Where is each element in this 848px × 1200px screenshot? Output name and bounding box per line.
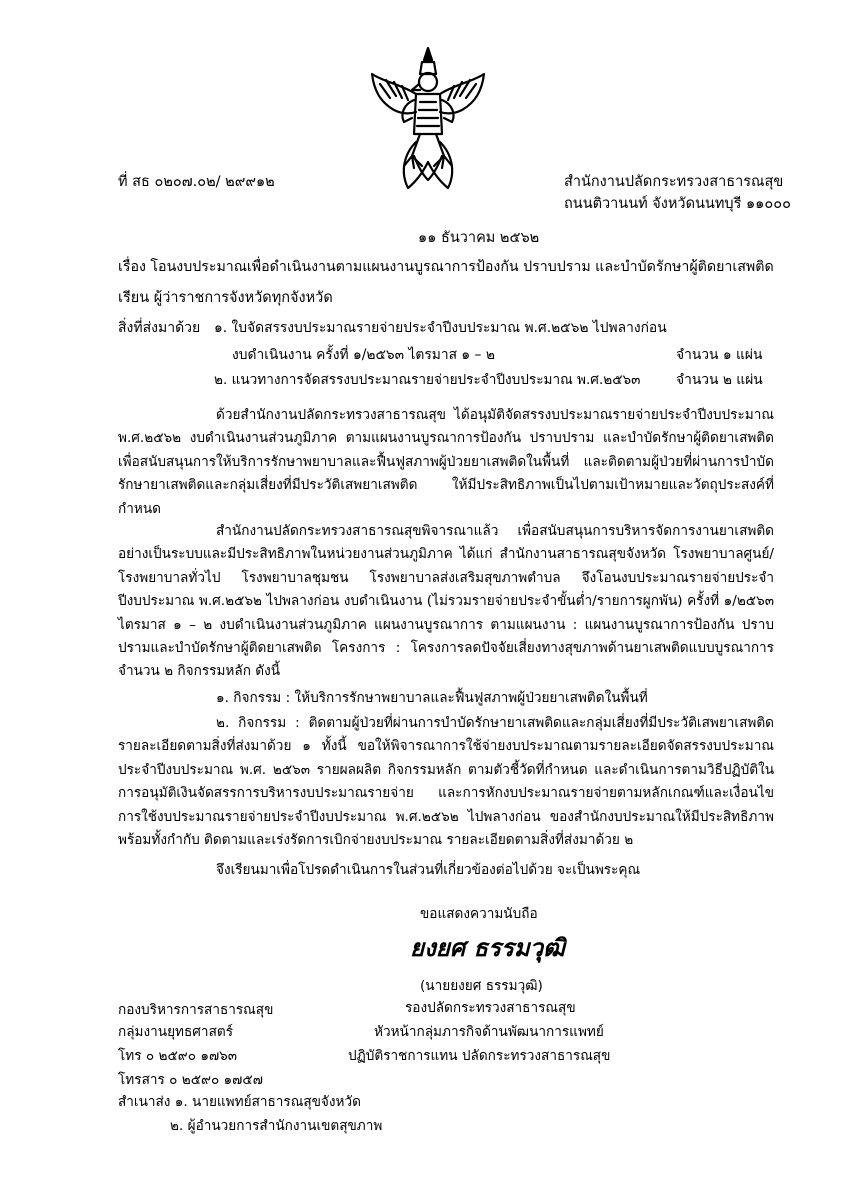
closing-sentence: จึงเรียนมาเพื่อโปรดดำเนินการในส่วนที่เกี่ยวข้องต่อไปด้วย จะเป็นพระคุณ — [216, 862, 641, 878]
signer-position-1: รองปลัดกระทรวงสาธารณสุข — [405, 1000, 576, 1016]
enclosure-item-1-qty: จำนวน ๑ แผ่น — [676, 347, 763, 363]
reference-number: ที่ สธ ๐๒๐๗.๐๒/ ๒๙๙๑๒ — [118, 174, 275, 190]
subject-line: เรื่อง โอนงบประมาณเพื่อดำเนินงานตามแผนงานบูรณาการป้องกัน ปราบปราม และบำบัดรักษาผู้ติดยาเสพติด — [118, 259, 774, 275]
body-paragraph-1: ด้วยสำนักงานปลัดกระทรวงสาธารณสุข ได้อนุมัติจัดสรรงบประมาณรายจ่ายประจำปีงบประมาณ พ.ศ.๒๕๖๒ งบดำเนินงานส่วนภูมิภาค ตามแผนงานบูรณาการป้องกัน ปราบปราม และบำบัดรักษาผู้ติดยาเสพติด เพื่อสนับสนุนการให้บริการรักษาพยาบาลและฟื้นฟูสภาพผู้ป่วยยาเสพติดในพื้นที่ และติดตามผู้ป่วยที่ผ่านการบำบัดรักษายาเสพติดและกลุ่มเสี่ยงที่มีประวัติเสพยาเสพติด ให้มีประสิทธิภาพเป็นไปตามเป้าหมายและวัตถุประสงค์ที่กำหนด — [118, 407, 774, 517]
letter-date: ๑๑ ธันวาคม ๒๕๖๒ — [418, 230, 540, 246]
enclosure-item-2-qty: จำนวน ๒ แผ่น — [676, 372, 763, 388]
footer-cc-2: ๒. ผู้อำนวยการสำนักงานเขตสุขภาพ — [170, 1118, 383, 1134]
footer-division: กองบริหารการสาธารณสุข — [118, 1002, 274, 1018]
footer-fax: โทรสาร ๐ ๒๕๙๐ ๑๗๕๗ — [118, 1072, 263, 1088]
body-paragraph-2: สำนักงานปลัดกระทรวงสาธารณสุขพิจารณาแล้ว เพื่อสนับสนุนการบริหารจัดการงานยาเสพติดอย่างเป็นระบบและมีประสิทธิภาพในหน่วยงานส่วนภูมิภาค ได้แก่ สำนักงานสาธารณสุขจังหวัด โรงพยาบาลศูนย์/โรงพยาบาลทั่วไป โรงพยาบาลชุมชน โรงพยาบาลส่งเสริมสุขภาพตำบล จึงโอนงบประมาณรายจ่ายประจำปีงบประมาณ พ.ศ.๒๕๖๒ ไปพลางก่อน งบดำเนินงาน (ไม่รวมรายจ่ายประจำขั้นต่ำ/รายการผูกพัน) ครั้งที่ ๑/๒๕๖๓ ไตรมาส ๑ – ๒ งบดำเนินงานส่วนภูมิภาค แผนงานบูรณาการ ตามแผนงาน : แผนงานบูรณาการป้องกัน ปราบปรามและบำบัดรักษาผู้ติดยาเสพติด โครงการ : โครงการลดปัจจัยเสี่ยงทางสุขภาพด้านยาเสพติดแบบบูรณาการ จำนวน ๒ กิจกรรมหลัก ดังนี้ — [118, 523, 774, 680]
enclosure-item-2: ๒. แนวทางการจัดสรรงบประมาณรายจ่ายประจำปีงบประมาณ พ.ศ.๒๕๖๓ — [214, 372, 641, 388]
activity-1: ๑. กิจกรรม : ให้บริการรักษาพยาบาลและฟื้นฟูสภาพผู้ป่วยยาเสพติดในพื้นที่ — [216, 690, 648, 706]
handwritten-signature: ยงยศ ธรรมวุฒิ — [410, 933, 565, 962]
addressee: เรียน ผู้ว่าราชการจังหวัดทุกจังหวัด — [118, 290, 333, 306]
signer-position-3: ปฏิบัติราชการแทน ปลัดกระทรวงสาธารณสุข — [348, 1048, 611, 1064]
footer-tel: โทร ๐ ๒๕๙๐ ๑๗๖๓ — [118, 1048, 238, 1064]
footer-group: กลุ่มงานยุทธศาสตร์ — [118, 1024, 233, 1040]
signer-name: (นายยงยศ ธรรมวุฒิ) — [420, 978, 543, 994]
enclosure-item-1: ๑. ใบจัดสรรงบประมาณรายจ่ายประจำปีงบประมาณ พ.ศ.๒๕๖๒ ไปพลางก่อน — [214, 320, 667, 336]
issuing-office: สำนักงานปลัดกระทรวงสาธารณสุข — [564, 174, 784, 190]
signer-position-2: หัวหน้ากลุ่มภารกิจด้านพัฒนาการแพทย์ — [374, 1024, 604, 1040]
garuda-emblem-icon — [364, 44, 492, 194]
enclosure-label: สิ่งที่ส่งมาด้วย — [118, 320, 201, 336]
footer-cc-1: สำเนาส่ง ๑. นายแพทย์สาธารณสุขจังหวัด — [118, 1094, 361, 1110]
office-address: ถนนติวานนท์ จังหวัดนนทบุรี ๑๑๐๐๐ — [564, 196, 791, 212]
activity-2: ๒. กิจกรรม : ติดตามผู้ป่วยที่ผ่านการบำบัดรักษายาเสพติดและกลุ่มเสี่ยงที่มีประวัติเสพยาเสพติด รายละเอียดตามสิ่งที่ส่งมาด้วย ๑ ทั้งนี้ ขอให้พิจารณาการใช้จ่ายงบประมาณตามรายละเอียดจัดสรรงบประมาณประจำปีงบประมาณ พ.ศ. ๒๕๖๓ รายผลผลิต กิจกรรมหลัก ตามตัวชี้วัดที่กำหนด และดำเนินการตามวิธีปฏิบัติในการอนุมัติเงินจัดสรรการบริหารงบประมาณรายจ่าย และการหักงบประมาณรายจ่ายตามหลักเกณฑ์และเงื่อนไขการใช้งบประมาณรายจ่ายประจำปีงบประมาณ พ.ศ.๒๕๖๒ ไปพลางก่อน ของสำนักงบประมาณให้มีประสิทธิภาพพร้อมทั้งกำกับ ติดตามและเร่งรัดการเบิกจ่ายงบประมาณ รายละเอียดตามสิ่งที่ส่งมาด้วย ๒ — [118, 715, 774, 849]
salutation: ขอแสดงความนับถือ — [420, 906, 538, 922]
enclosure-item-1-cont: งบดำเนินงาน ครั้งที่ ๑/๒๕๖๓ ไตรมาส ๑ – ๒ — [232, 347, 495, 363]
